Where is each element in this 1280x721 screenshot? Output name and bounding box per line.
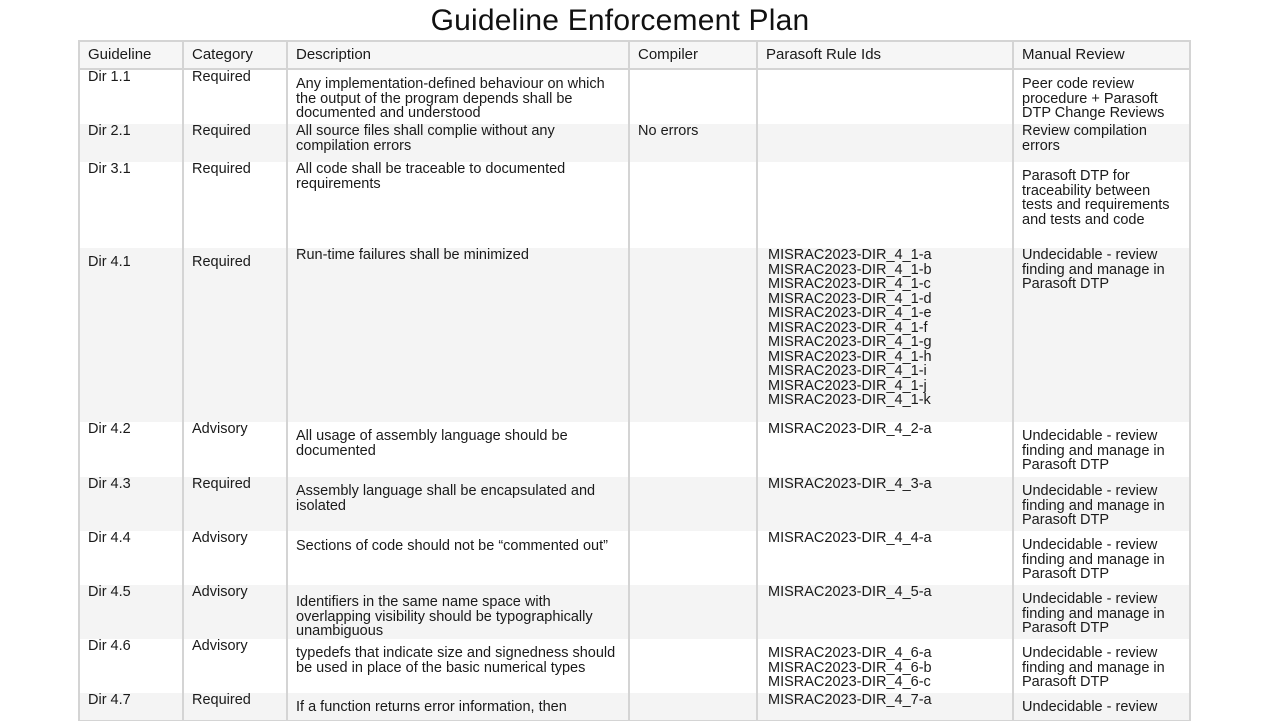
- page-title: Guideline Enforcement Plan: [430, 4, 810, 37]
- manual-review-cell: Undecidable - review finding and manage in Parasoft DTP: [1013, 477, 1190, 531]
- rule-id: MISRAC2023-DIR_4_1-h: [768, 348, 932, 365]
- manual-review-cell: Undecidable - review finding and manage in Parasoft DTP: [1013, 639, 1190, 693]
- description-cell: All code shall be traceable to documented requirements: [287, 162, 629, 248]
- guideline-cell: Dir 4.6: [79, 639, 183, 693]
- rule-id: MISRAC2023-DIR_4_6-c: [768, 674, 931, 690]
- description-cell: Assembly language shall be encapsulated and isolated: [287, 477, 629, 531]
- guideline-enforcement-table: [78, 40, 1191, 721]
- rule-id: MISRAC2023-DIR_4_7-a: [768, 692, 932, 708]
- guideline-cell: Dir 4.4: [79, 531, 183, 585]
- rule-id: MISRAC2023-DIR_4_3-a: [768, 476, 932, 492]
- manual-review-cell: Parasoft DTP for traceability between tests and requirements and tests and code: [1013, 162, 1190, 248]
- guideline-cell: Dir 4.7: [79, 693, 183, 721]
- rule-id: MISRAC2023-DIR_4_1-a: [768, 247, 932, 263]
- manual-review-cell: Undecidable - review finding and manage in Parasoft DTP: [1013, 248, 1190, 422]
- rule-ids-cell: [757, 248, 1013, 422]
- rule-ids-cell: [757, 477, 1013, 531]
- rule-id: MISRAC2023-DIR_4_4-a: [768, 530, 932, 546]
- guideline-cell: Dir 2.1: [79, 124, 183, 162]
- category-cell: Required: [183, 69, 287, 124]
- header-description: Description: [287, 41, 629, 69]
- compiler-cell: [629, 248, 757, 422]
- rule-ids-cell: [757, 639, 1013, 693]
- manual-review-cell: Undecidable - review: [1013, 693, 1190, 721]
- compiler-cell: [629, 531, 757, 585]
- category-cell: Required: [183, 248, 287, 422]
- guideline-cell: Dir 1.1: [79, 69, 183, 124]
- rule-ids-cell: [757, 69, 1013, 124]
- category-cell: Required: [183, 162, 287, 248]
- rule-id: MISRAC2023-DIR_4_6-b: [768, 659, 932, 676]
- header-parasoft-rule-ids: Parasoft Rule Ids: [757, 41, 1013, 69]
- manual-review-cell: Undecidable - review finding and manage in Parasoft DTP: [1013, 422, 1190, 477]
- guideline-cell: Dir 3.1: [79, 162, 183, 248]
- manual-review-cell: Peer code review procedure + Parasoft DTP Change Reviews: [1013, 69, 1190, 124]
- category-cell: Required: [183, 693, 287, 721]
- description-cell: Identifiers in the same name space with overlapping visibility should be typographically unambiguous: [287, 585, 629, 639]
- rule-id: MISRAC2023-DIR_4_1-c: [768, 276, 931, 292]
- rule-id: MISRAC2023-DIR_4_1-j: [768, 377, 927, 394]
- rule-ids-cell: [757, 124, 1013, 162]
- table-row: [79, 422, 1190, 477]
- description-cell: Sections of code should not be “commented out”: [287, 531, 629, 585]
- table-row: [79, 585, 1190, 639]
- rule-id: MISRAC2023-DIR_4_1-e: [768, 305, 932, 321]
- rule-id: MISRAC2023-DIR_4_1-i: [768, 363, 927, 379]
- rule-id: MISRAC2023-DIR_4_2-a: [768, 421, 932, 437]
- table-row: [79, 69, 1190, 124]
- manual-review-cell: Undecidable - review finding and manage in Parasoft DTP: [1013, 585, 1190, 639]
- category-cell: Advisory: [183, 422, 287, 477]
- header-category: Category: [183, 41, 287, 69]
- rule-id: MISRAC2023-DIR_4_5-a: [768, 584, 932, 600]
- header-guideline: Guideline: [79, 41, 183, 69]
- rule-id: MISRAC2023-DIR_4_6-a: [768, 645, 932, 661]
- table-row: [79, 477, 1190, 531]
- category-cell: Advisory: [183, 531, 287, 585]
- description-cell: If a function returns error information, then: [287, 693, 629, 721]
- category-cell: Required: [183, 477, 287, 531]
- guideline-cell: Dir 4.2: [79, 422, 183, 477]
- table-row: [79, 531, 1190, 585]
- manual-review-cell: Review compilation errors: [1013, 124, 1190, 162]
- rule-ids-cell: [757, 422, 1013, 477]
- rule-id: MISRAC2023-DIR_4_1-g: [768, 334, 932, 350]
- description-cell: Any implementation-defined behaviour on which the output of the program depends shall be documented and understood: [287, 69, 629, 124]
- compiler-cell: [629, 693, 757, 721]
- compiler-cell: [629, 69, 757, 124]
- rule-id: MISRAC2023-DIR_4_1-f: [768, 319, 928, 336]
- category-cell: Advisory: [183, 585, 287, 639]
- rule-ids-cell: [757, 531, 1013, 585]
- guideline-cell: Dir 4.5: [79, 585, 183, 639]
- header-manual-review: Manual Review: [1013, 41, 1190, 69]
- description-cell: Run-time failures shall be minimized: [287, 248, 629, 422]
- rule-ids-cell: [757, 693, 1013, 721]
- rule-id: MISRAC2023-DIR_4_1-k: [768, 392, 931, 408]
- description-cell: All source files shall complie without any compilation errors: [287, 124, 629, 162]
- category-cell: Advisory: [183, 639, 287, 693]
- guideline-cell: Dir 4.1: [79, 248, 183, 422]
- description-cell: All usage of assembly language should be documented: [287, 422, 629, 477]
- rule-ids-cell: [757, 162, 1013, 248]
- rule-id: MISRAC2023-DIR_4_1-d: [768, 290, 932, 307]
- table-row: [79, 124, 1190, 162]
- rule-id: MISRAC2023-DIR_4_1-b: [768, 261, 932, 278]
- compiler-cell: [629, 639, 757, 693]
- table-row: [79, 162, 1190, 248]
- compiler-cell: [629, 422, 757, 477]
- table-row: [79, 248, 1190, 422]
- header-compiler: Compiler: [629, 41, 757, 69]
- rule-ids-cell: [757, 585, 1013, 639]
- compiler-cell: [629, 585, 757, 639]
- category-cell: Required: [183, 124, 287, 162]
- table-header-row: [79, 41, 1190, 69]
- compiler-cell: No errors: [629, 124, 757, 162]
- table-row: [79, 693, 1190, 721]
- compiler-cell: [629, 477, 757, 531]
- compiler-cell: [629, 162, 757, 248]
- manual-review-cell: Undecidable - review finding and manage in Parasoft DTP: [1013, 531, 1190, 585]
- description-cell: typedefs that indicate size and signedness should be used in place of the basic numerical types: [287, 639, 629, 693]
- guideline-cell: Dir 4.3: [79, 477, 183, 531]
- table-row: [79, 639, 1190, 693]
